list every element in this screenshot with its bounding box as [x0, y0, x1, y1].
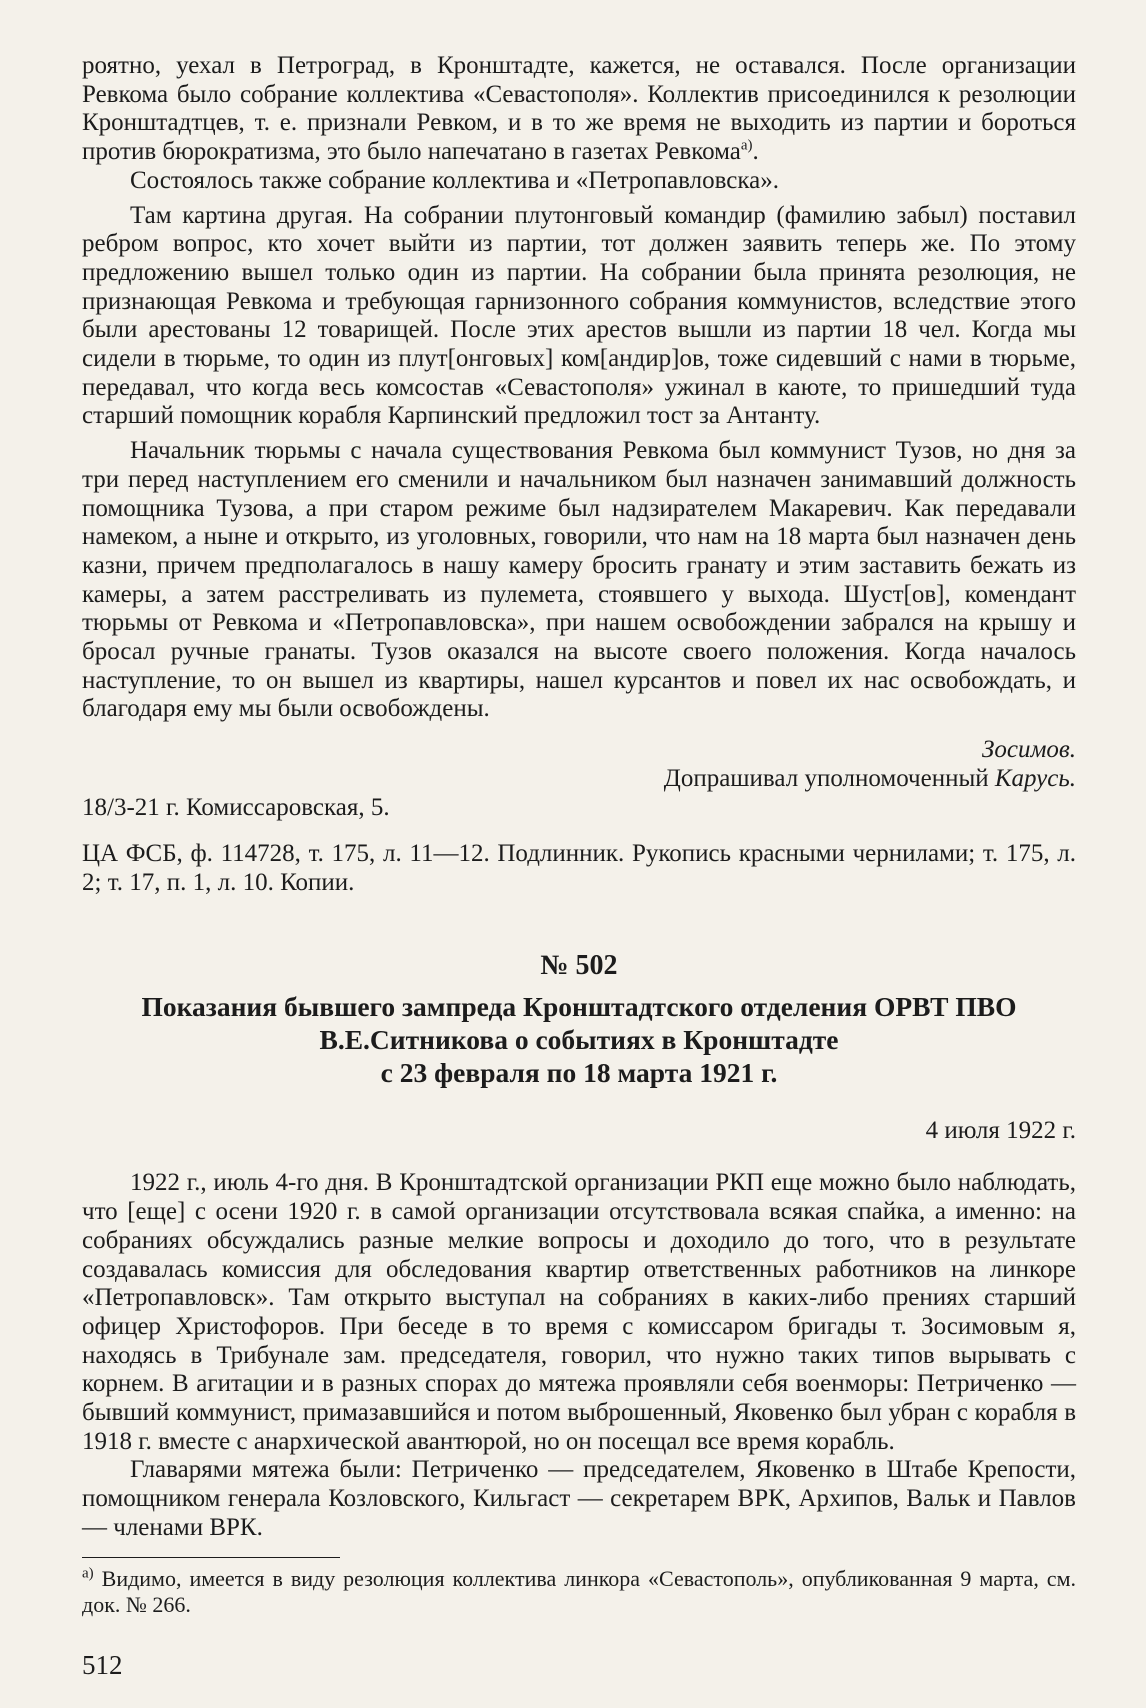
footnote-text: Видимо, имеется в виду резолюция коллектива линкора «Севастополь», опубликованная 9 марта, см. док. № 266.	[82, 1565, 1076, 1617]
archival-source-note: ЦА ФСБ, ф. 114728, т. 175, л. 11—12. Подлинник. Рукопись красными чернилами; т. 175, л. 2; т. 17, п. 1, л. 10. Копии.	[82, 840, 1076, 896]
document-number: № 502	[540, 949, 618, 981]
paragraph-end: .	[752, 138, 759, 166]
footnote-reference: а)	[740, 137, 753, 154]
signature-name-text: Зосимов.	[981, 736, 1076, 764]
document-title-line: с 23 февраля по 18 марта 1921 г.	[380, 1056, 778, 1088]
paragraph-continued	[82, 52, 1076, 167]
date-place: 18/3-21 г. Комиссаровская, 5.	[82, 793, 390, 821]
interrogator-line	[82, 765, 1076, 794]
paragraph: 1922 г., июль 4-го дня. В Кронштадтской организации РКП еще можно было наблюдать, что [еще] с осени 1920 г. в самой организации отсутствовала всякая спайка, а именно: на собраниях обсуждались разные мелкие вопросы и доходило до того, что в результате создавалась комиссия для обследования квартир ответственных работников на линкоре «Петропавловск». Там открыто выступал на собраниях в каких-либо прениях старший офицер Христофоров. При беседе в то время с комиссаром бригады т. Зосимовым я, находясь в Трибунале зам. председателя, говорил, что нужно таких типов вырывать с корнем. В агитации и в разных спорах до мятежа проявляли себя военморы: Петриченко — бывший коммунист, примазавшийся и потом выброшенный, Яковенко был убран с корабля в 1918 г. вместе с анархической авантюрой, но он посещал все время корабль.	[82, 1169, 1076, 1455]
interrogator-label: Допрашивал уполномоченный	[663, 764, 995, 792]
interrogator-name: Карусь.	[994, 764, 1076, 792]
document-date: 4 июля 1922 г.	[925, 1116, 1076, 1144]
page-number: 512	[82, 1650, 123, 1680]
paragraph: Состоялось также собрание коллектива и «Петропавловска».	[130, 166, 779, 194]
paragraph: Начальник тюрьмы с начала существования Ревкома был коммунист Тузов, но дня за три перед наступлением его сменили и начальником был назначен занимавший должность помощника Тузова, а при старом режиме был надзирателем Макаревич. Как передавали намеком, а ныне и открыто, из уголовных, говорили, что нам на 18 марта был назначен день казни, причем предполагалось в нашу камеру бросить гранату и этим заставить бежать из камеры, а затем расстреливать из пулемета, стоявшего у выхода. Шуст[ов], комендант тюрьмы от Ревкома и «Петропавловска», при нашем освобождении забрался на крышу и бросал ручные гранаты. Тузов оказался на высоте своего положения. Когда началось наступление, то он вышел из квартиры, нашел курсантов и повел их нас освобождать, и благодаря ему мы были освобождены.	[82, 437, 1076, 723]
footnote-mark: а)	[82, 1565, 94, 1582]
document-title	[82, 990, 1076, 1089]
signature-name	[82, 736, 1076, 765]
footnote-divider	[82, 1557, 340, 1558]
paragraph-text: роятно, уехал в Петроград, в Кронштадте, кажется, не оставался. После организации Ревкома было собрание коллектива «Севастополя». Коллектив присоединился к резолюции Кронштадтцев, т. е. признали Ревком, и в то же время не выходить из партии и бороться против бюрократизма, это было напечатано в газетах Ревкома	[82, 52, 1076, 166]
paragraph: Там картина другая. На собрании плутонговый командир (фамилию забыл) поставил ребром вопрос, кто хочет выйти из партии, тот должен заявить теперь же. По этому предложению вышел только один из партии. На собрании была принята резолюция, не признающая Ревкома и требующая гарнизонного собрания коммунистов, вследствие этого были арестованы 12 товарищей. После этих арестов вышли из партии 18 чел. Когда мы сидели в тюрьме, то один из плут[онговых] ком[андир]ов, тоже сидевший с нами в тюрьме, передавал, что когда весь комсостав «Севастополя» ужинал в каюте, то пришедший туда старший помощник корабля Карпинский предложил тост за Антанту.	[82, 201, 1076, 430]
document-title-line: В.Е.Ситникова о событиях в Кронштадте	[319, 1023, 839, 1055]
paragraph: Главарями мятежа были: Петриченко — председателем, Яковенко в Штабе Крепости, помощником генерала Козловского, Кильгаст — секретарем ВРК, Архипов, Вальк и Павлов — членами ВРК.	[82, 1456, 1076, 1541]
footnote	[82, 1566, 1076, 1618]
document-title-line: Показания бывшего зампреда Кронштадтского отделения ОРВТ ПВО	[141, 990, 1017, 1022]
